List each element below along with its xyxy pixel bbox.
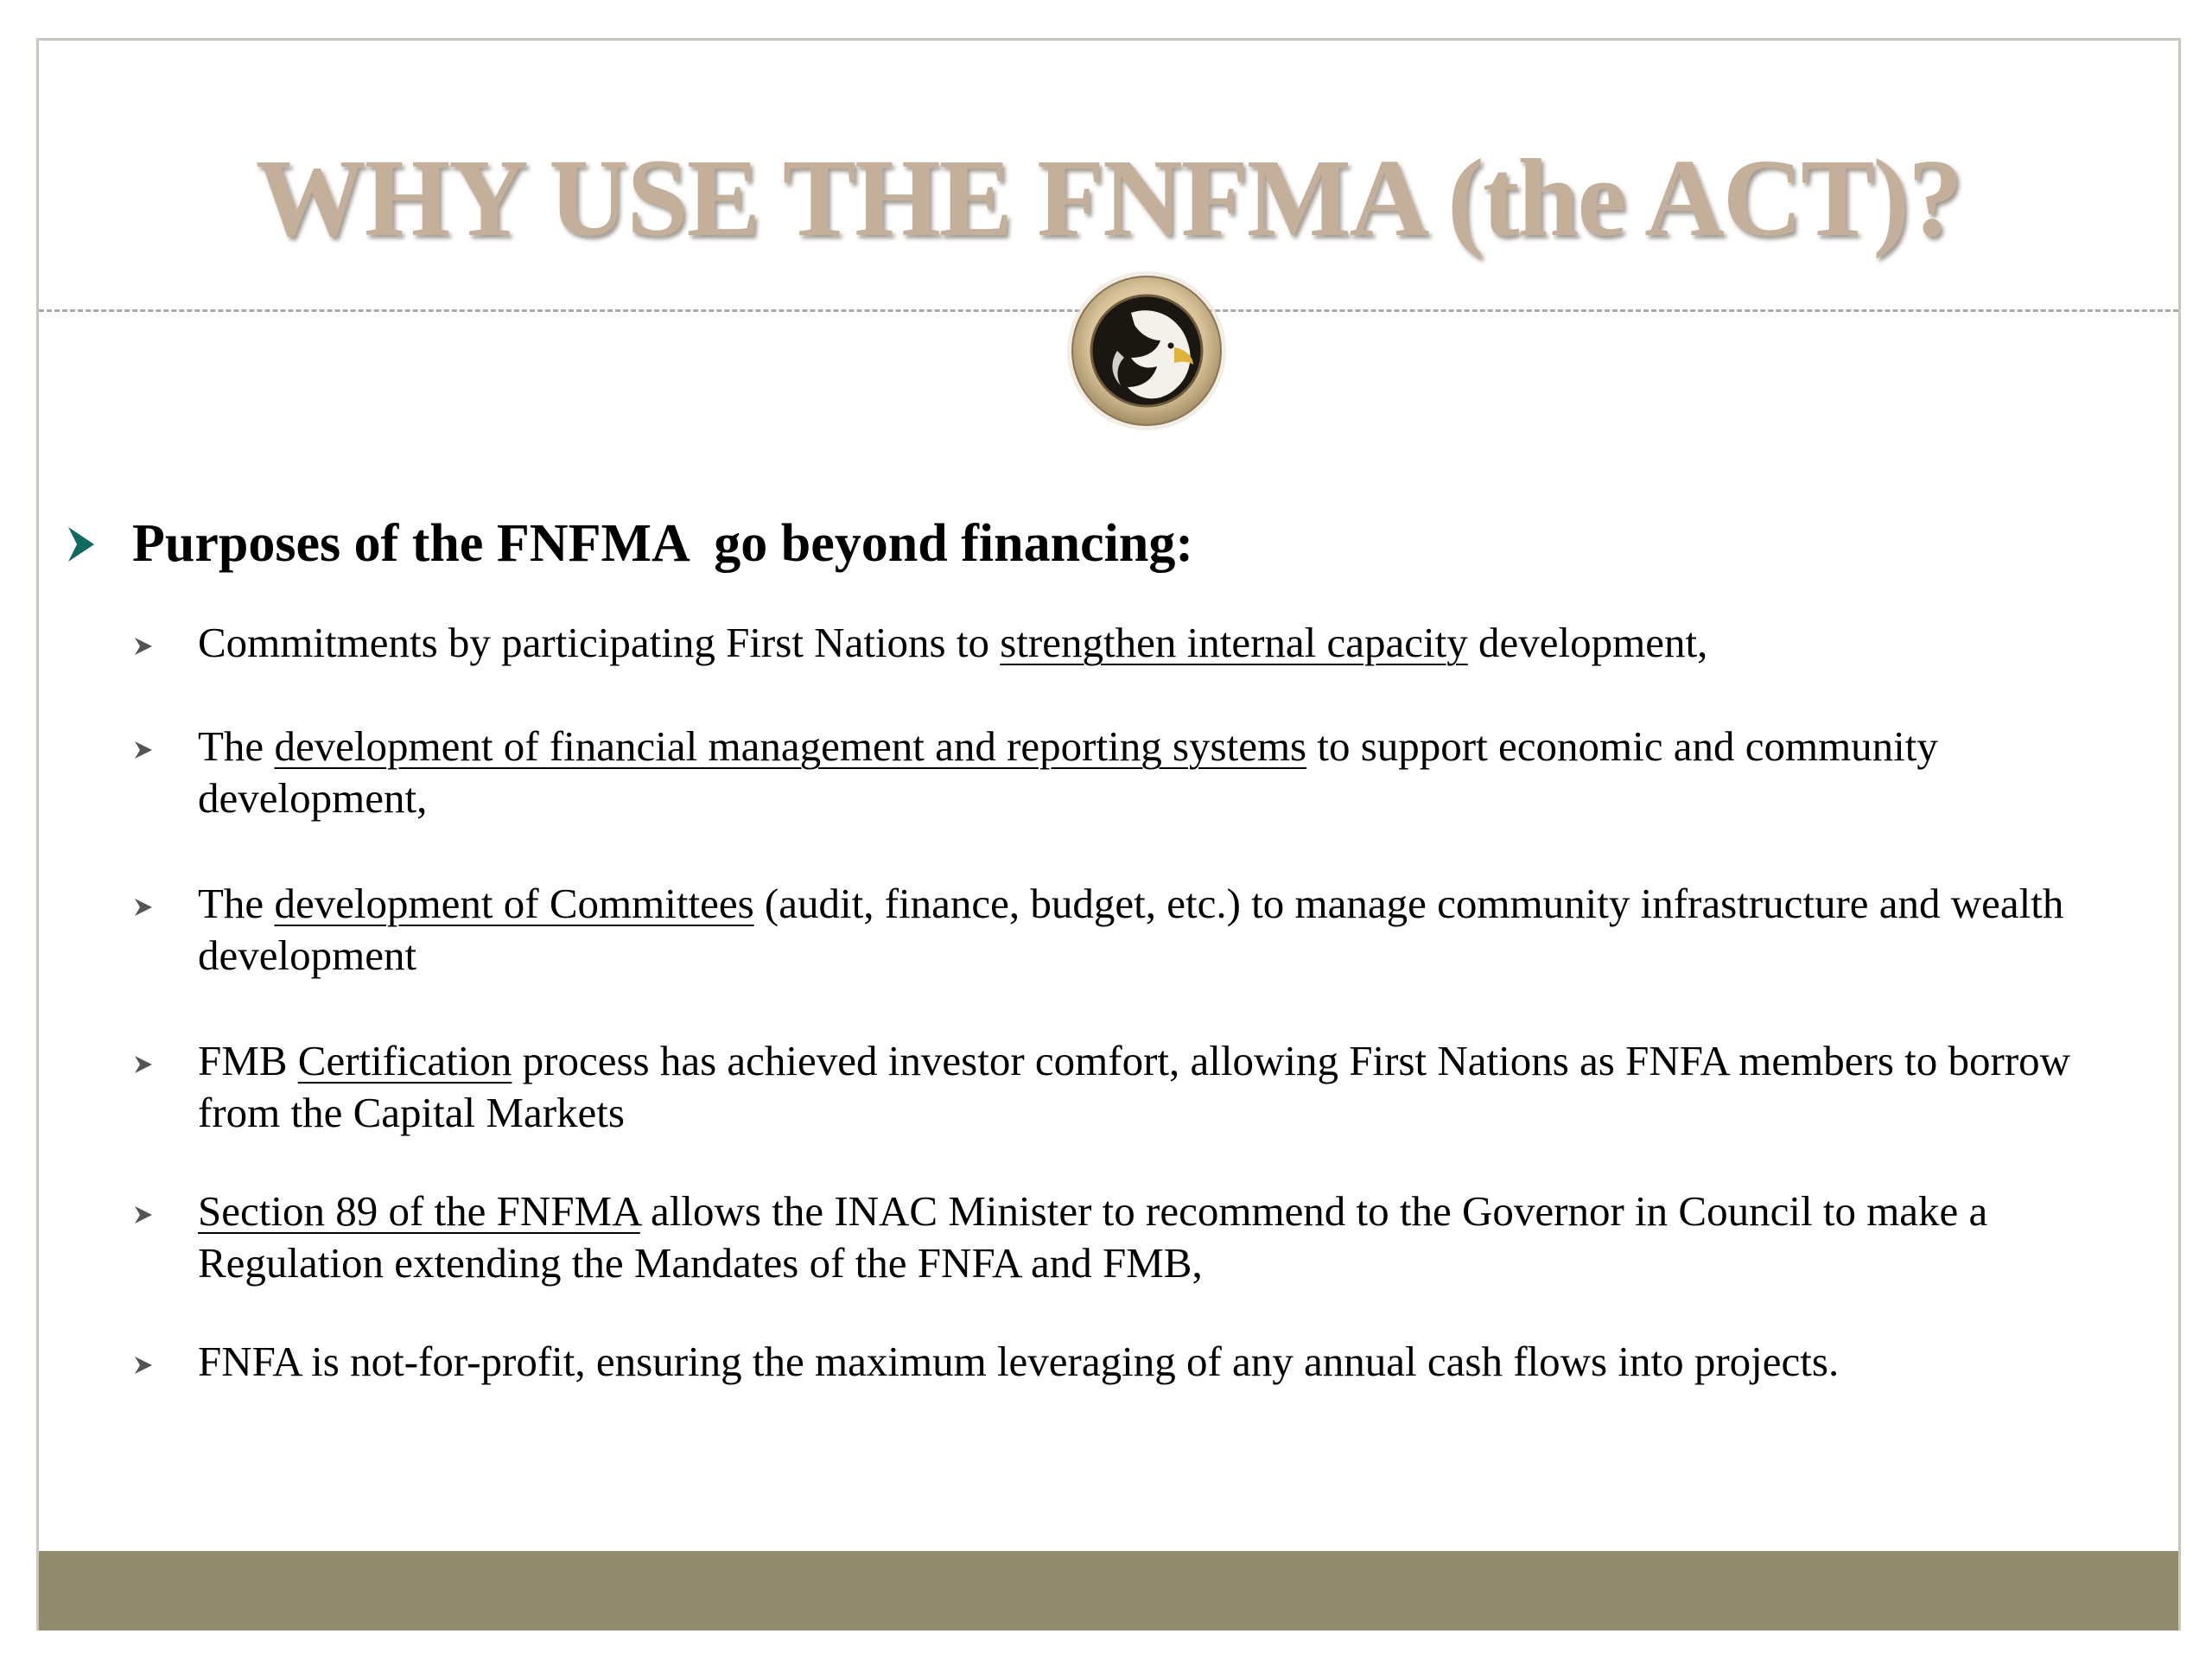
list-item — [132, 878, 2126, 982]
arrow-bullet-icon — [67, 524, 96, 565]
arrow-bullet-icon — [132, 738, 155, 762]
list-item — [132, 1185, 2126, 1289]
list-item — [132, 617, 2126, 669]
slide-title: WHY USE THE FNFMA (the ACT)? — [255, 137, 1962, 259]
arrow-bullet-icon — [132, 895, 155, 919]
list-item — [132, 721, 2126, 824]
list-item-text: FMB Certification process has achieved investor comfort, allowing First Nations as FNFA members to borrow from the Capital Markets — [198, 1037, 2071, 1137]
list-item — [132, 1336, 2126, 1388]
list-item-text: Section 89 of the FNFMA allows the INAC Minister to recommend to the Governor in Council to make a Regulation extending the Mandates of the FNFA and FMB, — [198, 1187, 1988, 1287]
arrow-bullet-icon — [132, 1052, 155, 1077]
heading-row — [65, 512, 2126, 575]
arrow-bullet-icon — [132, 1203, 155, 1227]
list-item-text: Commitments by participating First Nations to strengthen internal capacity development, — [198, 619, 1708, 667]
eagle-seal-icon — [1064, 268, 1230, 434]
bullet-list — [65, 617, 2126, 1388]
list-item — [132, 1035, 2126, 1139]
section-heading: Purposes of the FNFMA go beyond financing: — [132, 514, 1193, 573]
footer-band — [39, 1551, 2178, 1630]
list-item-text: FNFA is not-for-profit, ensuring the maximum leveraging of any annual cash flows into projects. — [198, 1338, 1840, 1386]
list-item-text: The development of Committees (audit, finance, budget, etc.) to manage community infrastructure and wealth development — [198, 880, 2064, 980]
list-item-text: The development of financial management and reporting systems to support economic and community development, — [198, 722, 1938, 823]
arrow-bullet-icon — [132, 634, 155, 658]
content-body — [65, 512, 2126, 1388]
arrow-bullet-icon — [132, 1353, 155, 1377]
slide — [36, 38, 2181, 1630]
